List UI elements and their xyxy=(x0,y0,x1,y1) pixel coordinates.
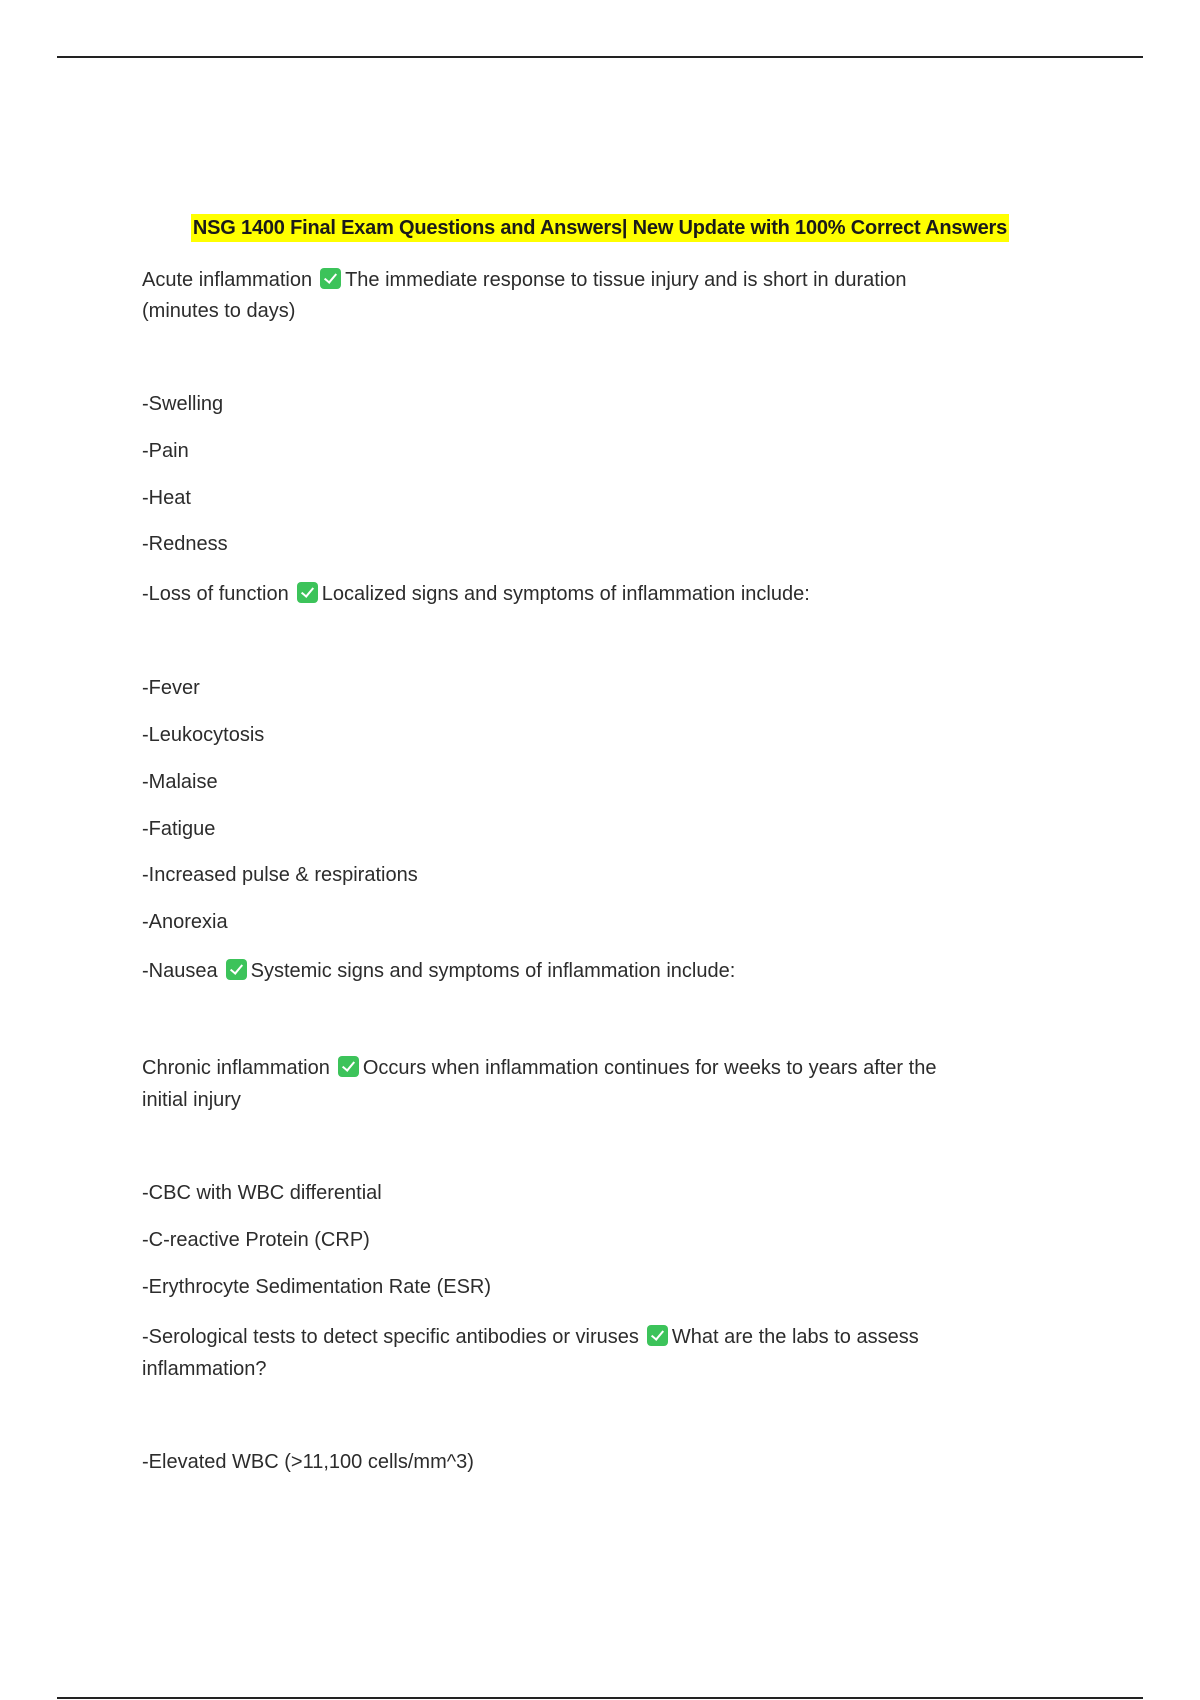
list-item: -Fever xyxy=(142,677,200,699)
answer: What are the labs to assess xyxy=(671,1326,919,1348)
list-item: -Heat xyxy=(142,487,191,509)
answer: Localized signs and symptoms of inflammation include: xyxy=(321,583,810,605)
list-item: -CBC with WBC differential xyxy=(142,1182,382,1204)
qa-row-acute-inflammation xyxy=(142,264,906,296)
qa-row-serological-tests xyxy=(142,1321,919,1353)
check-icon xyxy=(647,1325,668,1346)
list-item: -Swelling xyxy=(142,393,224,415)
term: -Serological tests to detect specific antibodies or viruses xyxy=(142,1326,639,1348)
list-item: -Anorexia xyxy=(142,911,228,933)
term: -Loss of function xyxy=(142,583,289,605)
check-icon xyxy=(338,1056,359,1077)
footer-rule xyxy=(57,1697,1143,1699)
check-icon xyxy=(226,959,247,980)
list-item: -Malaise xyxy=(142,771,218,793)
header-rule xyxy=(57,56,1143,58)
list-item: -Elevated WBC (>11,100 cells/mm^3) xyxy=(142,1451,474,1473)
list-item: -Erythrocyte Sedimentation Rate (ESR) xyxy=(142,1276,492,1298)
list-item: -Pain xyxy=(142,440,189,462)
answer-continuation: (minutes to days) xyxy=(142,300,296,322)
document-title: NSG 1400 Final Exam Questions and Answers| New Update with 100% Correct Answers xyxy=(191,214,1009,242)
list-item: -Fatigue xyxy=(142,818,216,840)
answer-continuation: initial injury xyxy=(142,1089,241,1111)
list-item: -Redness xyxy=(142,533,228,555)
term: Chronic inflammation xyxy=(142,1057,330,1079)
answer-continuation: inflammation? xyxy=(142,1358,267,1380)
answer: The immediate response to tissue injury and is short in duration xyxy=(345,269,907,291)
qa-row-chronic-inflammation xyxy=(142,1052,936,1084)
check-icon xyxy=(320,268,341,289)
title-block xyxy=(0,214,1200,242)
list-item: -Leukocytosis xyxy=(142,724,265,746)
qa-row-loss-of-function xyxy=(142,578,810,610)
check-icon xyxy=(297,582,318,603)
list-item: -C-reactive Protein (CRP) xyxy=(142,1229,370,1251)
answer: Systemic signs and symptoms of inflammation include: xyxy=(250,960,736,982)
answer: Occurs when inflammation continues for weeks to years after the xyxy=(362,1057,937,1079)
list-item: -Increased pulse & respirations xyxy=(142,864,418,886)
qa-row-nausea xyxy=(142,955,735,987)
term: -Nausea xyxy=(142,960,218,982)
term: Acute inflammation xyxy=(142,269,313,291)
